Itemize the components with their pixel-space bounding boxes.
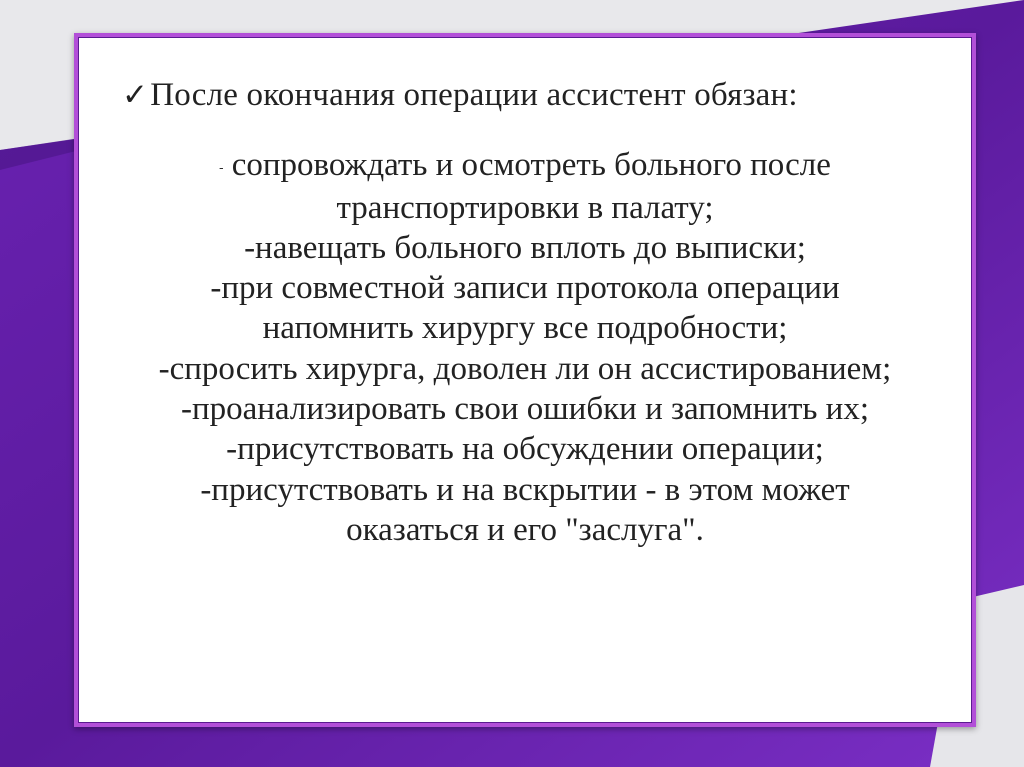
content-card bbox=[74, 33, 976, 727]
slide-title bbox=[122, 77, 798, 114]
list-line: -присутствовать на обсуждении операции; bbox=[226, 431, 824, 468]
line-text: сопровождать и осмотреть больного после bbox=[231, 147, 831, 183]
title-text: После окончания операции ассистент обязан: bbox=[150, 77, 798, 113]
list-line: оказаться и его "заслуга". bbox=[346, 511, 704, 548]
list-line: -при совместной записи протокола операции bbox=[210, 270, 840, 307]
checkmark-icon: ✓ bbox=[122, 77, 149, 113]
list-line: -навещать больного вплоть до выписки; bbox=[244, 229, 806, 266]
duties-list bbox=[78, 145, 972, 550]
list-line: -проанализировать свои ошибки и запомнить их; bbox=[180, 391, 870, 428]
list-line bbox=[78, 145, 972, 188]
list-line: -спросить хирурга, доволен ли он ассистированием; bbox=[158, 350, 892, 387]
list-line: -присутствовать и на вскрытии - в этом может bbox=[200, 471, 850, 508]
list-line: транспортировки в палату; bbox=[336, 189, 714, 226]
list-line: напомнить хирургу все подробности; bbox=[262, 310, 788, 347]
bullet-dash: - bbox=[219, 159, 224, 175]
